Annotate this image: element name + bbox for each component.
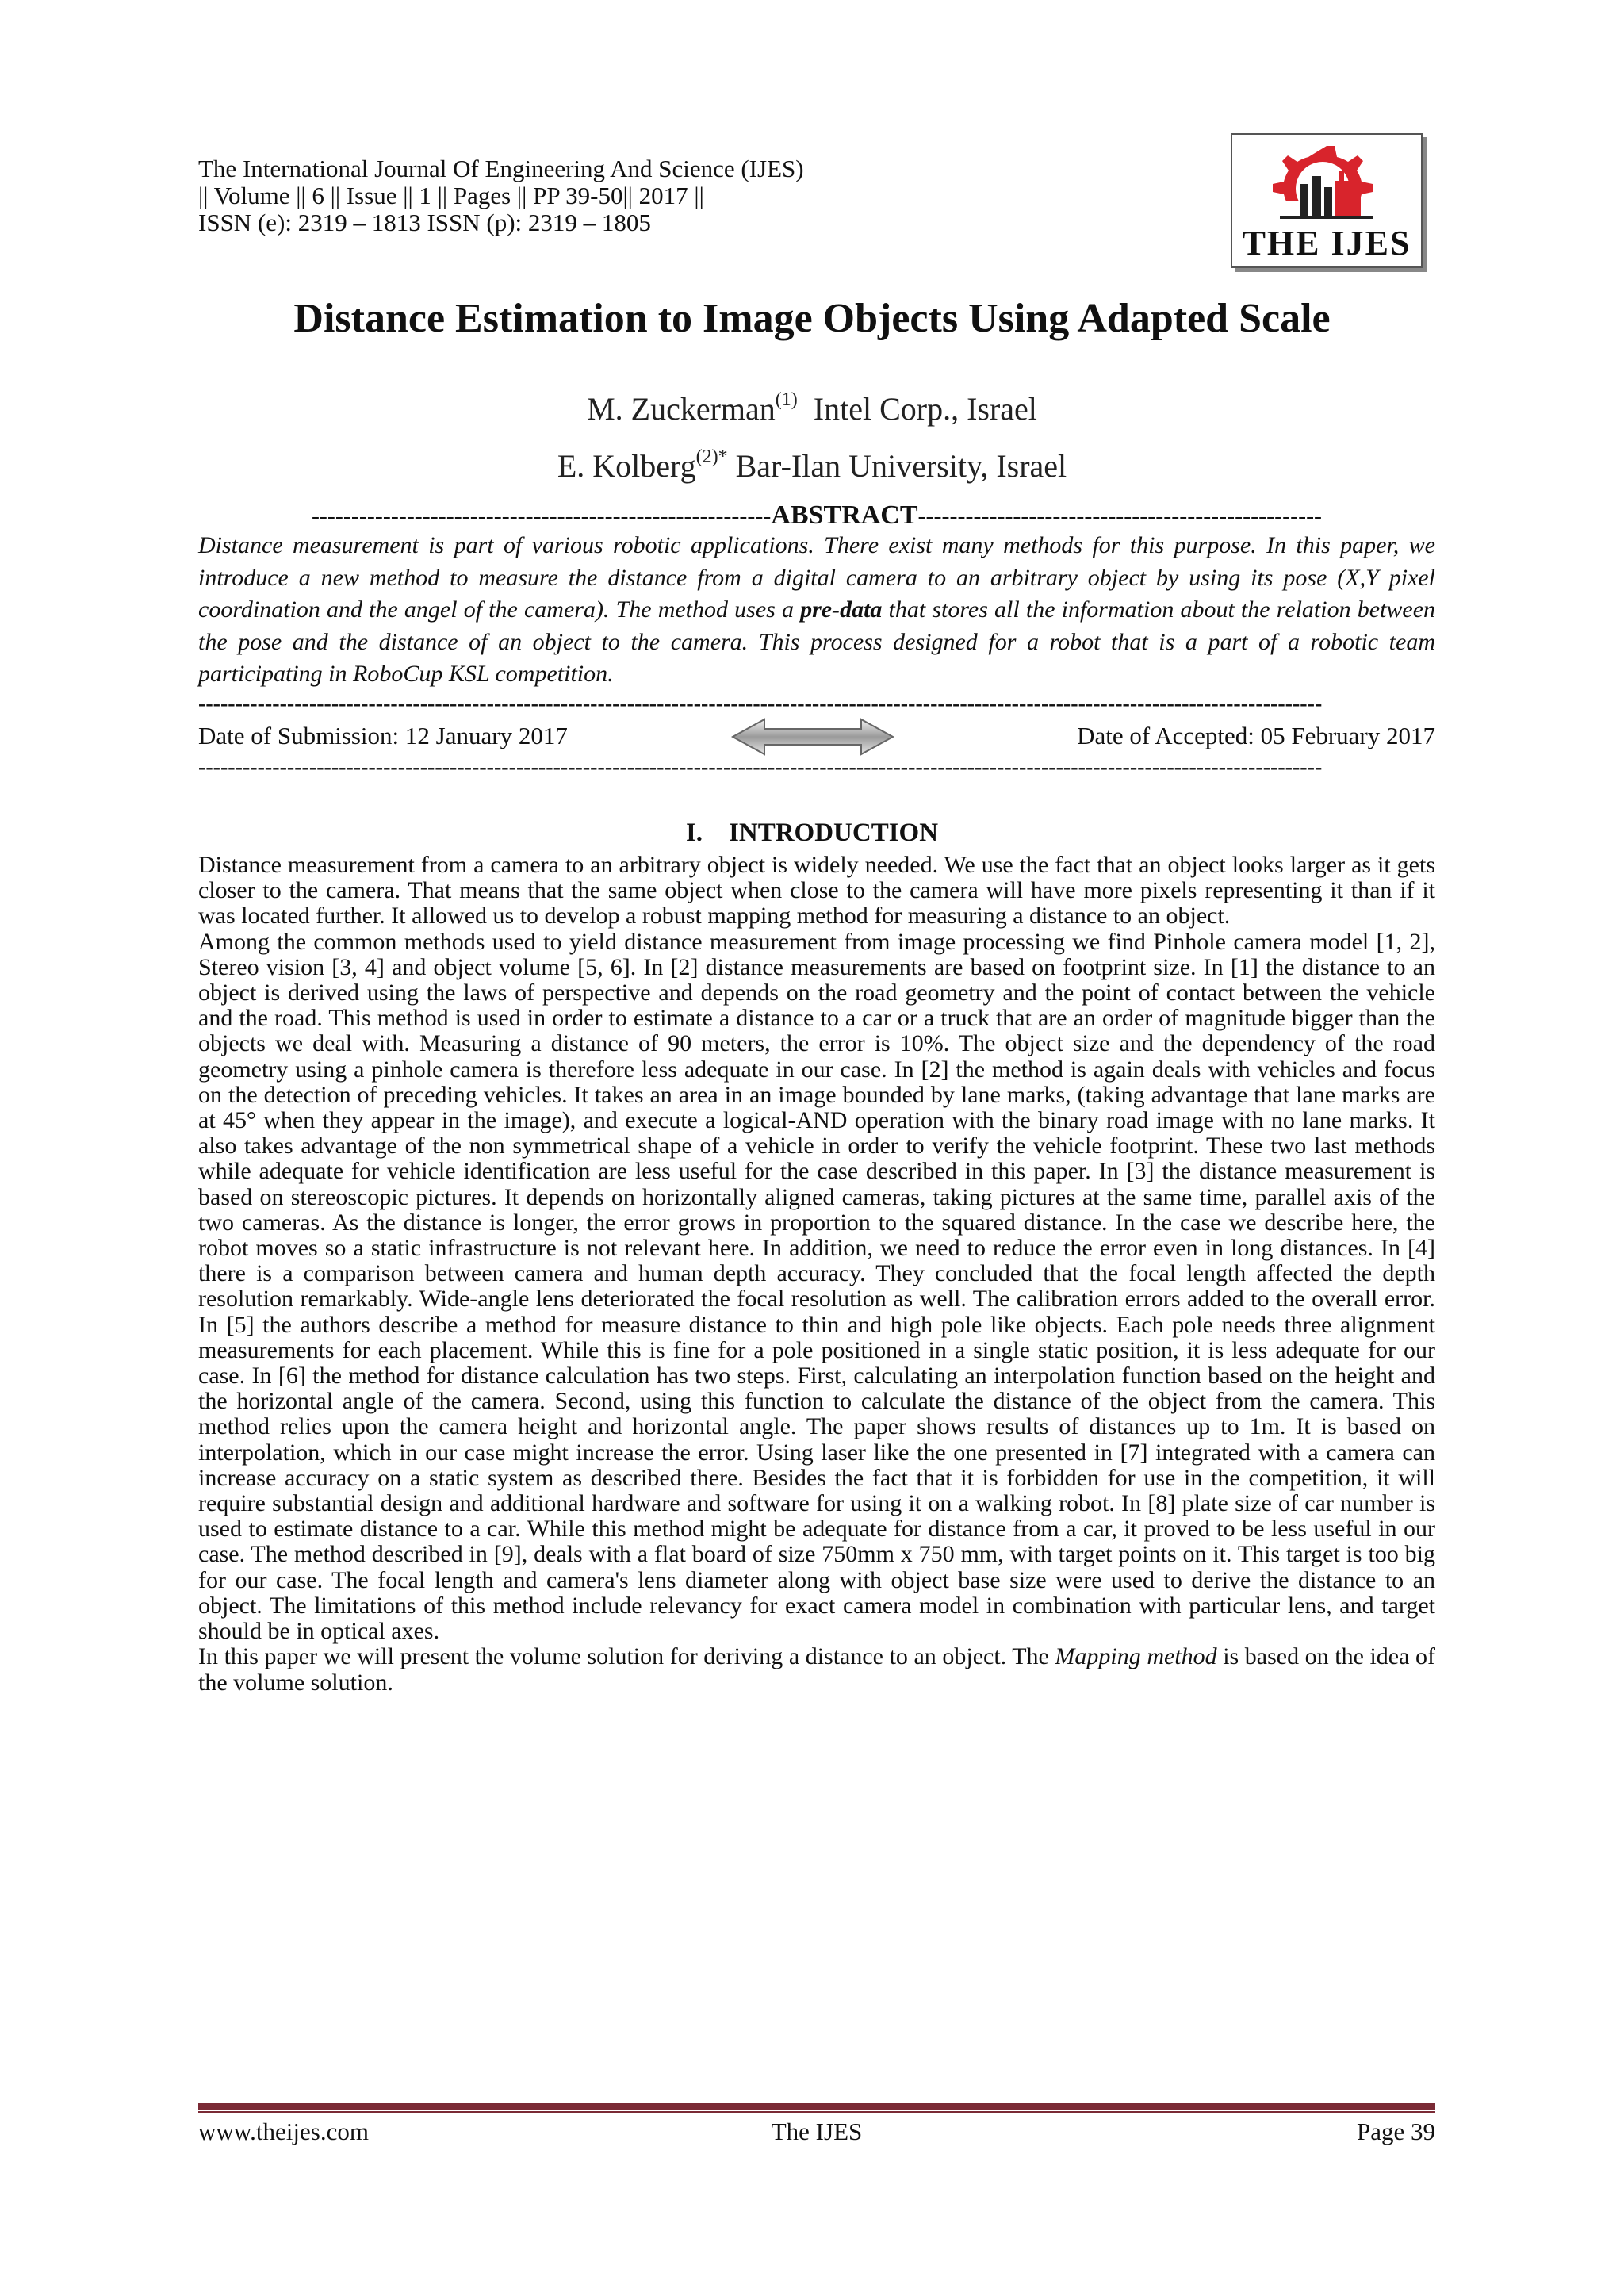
dash-divider: -------------------------------------------------------------------------------------------------------------------------------------------------------- <box>198 755 1323 780</box>
author-2 <box>0 433 1624 490</box>
author-affiliation: Bar-Ilan University, Israel <box>735 448 1067 484</box>
authors-block <box>0 376 1624 490</box>
page-number: Page 39 <box>1356 2118 1435 2145</box>
paragraph-part: is based on the idea of the volume solution. <box>198 1643 1436 1696</box>
paragraph: Distance measurement from a camera to an arbitrary object is widely needed. We use the fact that an object looks larger as it gets closer to the camera. That means that the same object when close to the camera will have more pixels representing it than if it was located further. It allowed us to develop a robust mapping method for measuring a distance to an object. <box>198 852 1435 930</box>
paper-title: Distance Estimation to Image Objects Using Adapted Scale <box>293 296 1331 341</box>
accepted-date: Date of Accepted: 05 February 2017 <box>1077 722 1435 749</box>
volume-line: || Volume || 6 || Issue || 1 || Pages || PP 39-50|| 2017 || <box>198 182 704 209</box>
author-1 <box>0 376 1624 433</box>
paragraph <box>198 1644 1435 1695</box>
paragraph: Among the common methods used to yield distance measurement from image processing we find Pinhole camera model [1, 2], Stereo vision [3, 4] and object volume [5, 6]. In [2] distance measurements are based on footprint size. In [1] the distance to an object is derived using the laws of perspective and depends on the road geometry and the point of contact between the vehicle and the road. This method is used in order to estimate a distance to a car or a truck that are an order of magnitude bigger than the objects we deal with. Measuring a distance of 90 meters, the error is 10%. The object size and the dependency of the road geometry using a pinhole camera is therefore less adequate in our case. In [2] the method is again deals with vehicles and focus on the detection of preceding vehicles. It takes an area in an image bounded by lane marks, (taking advantage that lane marks are at 45° when they appear in the image), and execute a logical-AND operation with the binary road image with no lane marks. It also takes advantage of the non symmetrical shape of a vehicle in order to verify the vehicle footprint. These two last methods while adequate for vehicle identification are less useful for the case described in this paper. In [3] the distance measurement is based on stereoscopic pictures. It depends on horizontally aligned cameras, taking pictures at the same time, parallel axis of the two cameras. As the distance is longer, the error grows in proportion to the squared distance. In the case we describe here, the robot moves so a static infrastructure is not relevant here. In addition, we need to reduce the error even in long distances. In [4] there is a comparison between camera and human depth accuracy. They concluded that the focal length affected the depth resolution remarkably. Wide-angle lens deteriorated the focal resolution as well. The calibration errors added to the overall error. In [5] the authors describe a method for measure distance to thin and high pole like objects. Each pole needs three alignment measurements for each placement. While this is fine for a pole positioned in a single static position, it is less adequate for our case. In [6] the method for distance calculation has two steps. First, calculating an interpolation function based on the height and the horizontal angle of the camera. Second, using this function to calculate the distance of the object from the camera. This method relies upon the camera height and horizontal angle. The paper shows results of distances up to 1m. It is based on interpolation, which in our case might increase the error. Using laser like the one presented in [7] integrated with a camera can increase accuracy on a static system as described there. Besides the fact that it is forbidden for use in the competition, it will require substantial design and additional hardware and software for using it on a walking robot. In [8] plate size of car number is used to estimate distance to a car. While this method might be adequate for distance from a car, it proved to be less useful in our case. The method described in [9], deals with a flat board of size 750mm x 750 mm, with target points on it. This target is too big for our case. The focal length and camera's lens diameter along with object base size were used to derive the distance to an object. The limitations of this method include relevancy for exact camera model in combination with particular lens, and target should be in optical axes. <box>198 928 1435 1645</box>
journal-header <box>198 155 804 236</box>
section-heading: I. INTRODUCTION <box>685 818 939 847</box>
abstract-text <box>198 530 1435 691</box>
author-name: E. Kolberg <box>557 448 696 484</box>
abstract-heading: ABSTRACT <box>771 500 918 530</box>
journal-name: The International Journal Of Engineering And Science (IJES) <box>198 155 804 182</box>
paragraph-part: In this paper we will present the volume solution for deriving a distance to an object. The <box>198 1643 1055 1670</box>
journal-logo <box>1231 133 1423 268</box>
author-mark: (2)* <box>695 447 728 467</box>
abstract-heading-row <box>198 500 1435 531</box>
footer-journal: The IJES <box>771 2118 863 2145</box>
author-name: M. Zuckerman <box>587 391 776 427</box>
author-mark: (1) <box>775 389 798 410</box>
dash-divider: -------------------------------------------------------------------------------------------------------------------------------------------------------- <box>198 692 1323 716</box>
dash-divider-right: --------------------------------------------------- <box>917 503 1323 529</box>
issn-line: ISSN (e): 2319 – 1813 ISSN (p): 2319 – 1805 <box>198 209 651 236</box>
dash-divider-left: ---------------------------------------------------------- <box>311 503 772 529</box>
italic-term: Mapping method <box>1055 1643 1217 1670</box>
logo-text: THE IJES <box>1242 224 1411 263</box>
author-affiliation: Intel Corp., Israel <box>813 391 1037 427</box>
footer-website[interactable]: www.theijes.com <box>198 2118 369 2145</box>
abstract-part: that stores all the information about the relation between the pose and the distance of an object to the camera. This process designed for a robot that is a part of a robotic team participating in RoboCup KSL competition. <box>198 596 1436 687</box>
footer-rule-thin <box>198 2111 1435 2113</box>
gear-logo-icon <box>1232 135 1421 230</box>
section-body <box>198 853 1435 1696</box>
submission-date: Date of Submission: 12 January 2017 <box>198 722 568 749</box>
abstract-part: Distance measurement is part of various robotic applications. There exist many methods for this purpose. In this paper, we introduce a new method to measure the distance from a digital camera to an arbitrary object by using its pose (X,Y pixel coordination and the angel of the camera). The method uses a <box>198 532 1435 623</box>
abstract-bold-term: pre-data <box>800 596 883 623</box>
footer-rule <box>198 2103 1435 2110</box>
